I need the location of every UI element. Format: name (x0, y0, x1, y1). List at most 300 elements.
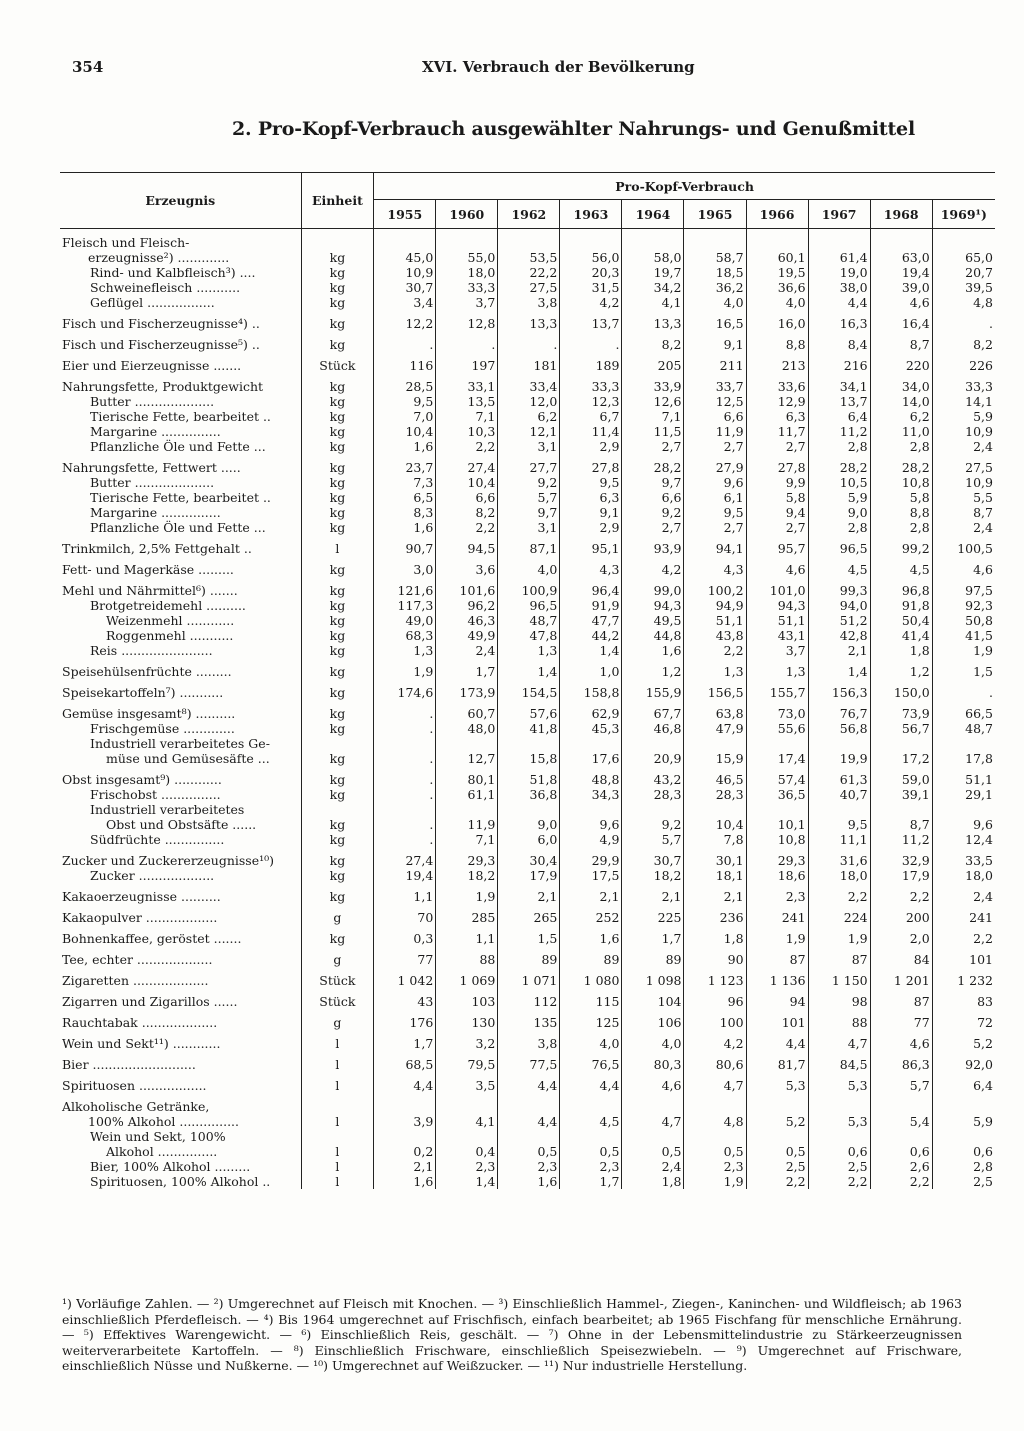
value-cell: 92,3 (965, 598, 993, 613)
value-cell: 1 123 (684, 967, 746, 988)
value-cell: 50,8 (965, 613, 993, 628)
value-cell (374, 1129, 436, 1144)
value-cell: 156,5 (684, 679, 746, 700)
value-cell: 5,4 (870, 1114, 932, 1129)
row-unit: l (301, 1030, 374, 1051)
table-row (60, 1093, 995, 1114)
value-cell: 3,6 (436, 556, 498, 577)
value-cell: 6,3 (746, 409, 808, 424)
row-label: Tierische Fette, bearbeitet .. (60, 490, 301, 505)
value-cell: 4,6 (746, 556, 808, 577)
value-cell: 33,4 (498, 373, 560, 394)
value-cell: 18,5 (684, 265, 746, 280)
value-cell (932, 229, 995, 250)
table-row (60, 700, 995, 721)
value-cell: 12,0 (498, 394, 560, 409)
value-cell: 43,8 (684, 628, 746, 643)
section-title: XVI. Verbrauch der Bevölkerung (422, 58, 695, 76)
row-label: Gemüse insgesamt⁸) .......... (60, 700, 301, 721)
value-cell: 33,7 (684, 373, 746, 394)
value-cell: 18,0 (808, 868, 870, 883)
value-cell: 9,4 (746, 505, 808, 520)
value-cell: 9,5 (684, 505, 746, 520)
value-cell: 87,1 (498, 535, 560, 556)
value-cell: 2,5 (808, 1159, 870, 1174)
value-cell: 91,9 (560, 598, 622, 613)
table-row (60, 1072, 995, 1093)
value-cell: 27,5 (965, 460, 993, 475)
row-label: Kakaoerzeugnisse .......... (60, 883, 301, 904)
value-cell: 43,1 (746, 628, 808, 643)
row-unit: kg (301, 373, 374, 394)
value-cell: . (374, 700, 436, 721)
row-unit: l (301, 1174, 374, 1189)
value-cell: 116 (374, 352, 436, 373)
row-unit: kg (301, 577, 374, 598)
value-cell: 96 (684, 988, 746, 1009)
row-label: Frischobst ............... (60, 787, 301, 802)
value-cell: 4,8 (973, 295, 993, 310)
value-cell (436, 1093, 498, 1114)
value-cell: 1 042 (374, 967, 436, 988)
value-cell: 53,5 (498, 250, 560, 265)
value-cell: 33,3 (436, 280, 498, 295)
value-cell: 28,3 (622, 787, 684, 802)
value-cell: 1,9 (436, 883, 498, 904)
value-cell: 216 (808, 352, 870, 373)
value-cell: 3,5 (436, 1072, 498, 1093)
value-cell: 10,3 (436, 424, 498, 439)
value-cell: 94,5 (436, 535, 498, 556)
value-cell: 14,0 (870, 394, 932, 409)
value-cell: 1,4 (560, 643, 622, 658)
value-cell: 2,7 (684, 520, 746, 535)
row-unit: kg (301, 832, 374, 847)
value-cell: 27,4 (374, 847, 436, 868)
value-cell: 4,4 (808, 295, 870, 310)
value-cell: 84 (870, 946, 932, 967)
value-cell: 94 (746, 988, 808, 1009)
row-unit: kg (301, 598, 374, 613)
value-cell: 2,2 (746, 1174, 808, 1189)
table-row (60, 787, 995, 802)
value-cell: 80,1 (436, 766, 498, 787)
value-cell: 15,9 (684, 751, 746, 766)
value-cell: . (374, 787, 436, 802)
value-cell: 45,3 (560, 721, 622, 736)
value-cell: 12,1 (498, 424, 560, 439)
row-label: Butter .................... (60, 394, 301, 409)
table-row (60, 310, 995, 331)
value-cell: 99,2 (870, 535, 932, 556)
value-cell: 6,1 (684, 490, 746, 505)
value-cell: . (374, 832, 436, 847)
value-cell: 155,7 (746, 679, 808, 700)
value-cell: 30,4 (498, 847, 560, 868)
table-row (60, 1174, 995, 1189)
value-cell: 92,0 (965, 1057, 993, 1072)
value-cell: 49,9 (436, 628, 498, 643)
column-header-year: 1964 (622, 200, 684, 229)
row-label: Zigarren und Zigarillos ...... (60, 988, 301, 1009)
value-cell: 72 (977, 1015, 993, 1030)
value-cell: 226 (969, 358, 993, 373)
row-label: Bier, 100% Alkohol ......... (60, 1159, 301, 1174)
row-label: Fett- und Magerkäse ......... (60, 556, 301, 577)
value-cell: 4,0 (622, 1030, 684, 1051)
value-cell: 4,1 (436, 1114, 498, 1129)
value-cell: . (374, 331, 436, 352)
row-unit: kg (301, 721, 374, 736)
value-cell: 34,0 (870, 373, 932, 394)
value-cell: 11,7 (746, 424, 808, 439)
table-row (60, 802, 995, 817)
row-unit: kg (301, 295, 374, 310)
value-cell: 30,1 (684, 847, 746, 868)
row-unit (301, 736, 374, 751)
value-cell: 5,9 (973, 409, 993, 424)
row-label: Fisch und Fischerzeugnisse⁴) .. (60, 310, 301, 331)
value-cell: 77 (870, 1009, 932, 1030)
value-cell: 181 (498, 352, 560, 373)
value-cell: 48,8 (560, 766, 622, 787)
value-cell: 2,3 (684, 1159, 746, 1174)
value-cell: 6,0 (498, 832, 560, 847)
value-cell: 96,4 (560, 577, 622, 598)
value-cell: 33,1 (436, 373, 498, 394)
table-row (60, 409, 995, 424)
value-cell: 4,4 (746, 1030, 808, 1051)
row-unit: kg (301, 394, 374, 409)
table-row (60, 967, 995, 988)
value-cell: 41,5 (965, 628, 993, 643)
value-cell: 68,3 (374, 628, 436, 643)
table-row (60, 505, 995, 520)
row-unit: kg (301, 454, 374, 475)
row-label: Eier und Eierzeugnisse ....... (60, 352, 301, 373)
value-cell: 8,4 (808, 331, 870, 352)
value-cell: 1,8 (684, 925, 746, 946)
value-cell: 29,9 (560, 847, 622, 868)
value-cell: 211 (684, 352, 746, 373)
value-cell: 1,6 (560, 925, 622, 946)
value-cell (684, 229, 746, 250)
value-cell: 57,6 (498, 700, 560, 721)
value-cell: 1 150 (808, 967, 870, 988)
row-unit: kg (301, 520, 374, 535)
value-cell: 51,1 (684, 613, 746, 628)
value-cell: 4,6 (870, 295, 932, 310)
value-cell: 56,0 (560, 250, 622, 265)
value-cell: 9,5 (374, 394, 436, 409)
table-row (60, 280, 995, 295)
value-cell: 176 (374, 1009, 436, 1030)
value-cell: 42,8 (808, 628, 870, 643)
table-row (60, 766, 995, 787)
value-cell: 38,0 (808, 280, 870, 295)
value-cell: 6,2 (870, 409, 932, 424)
value-cell: 3,8 (498, 295, 560, 310)
row-unit: kg (301, 556, 374, 577)
value-cell (498, 802, 560, 817)
row-label: Tee, echter ................... (60, 946, 301, 967)
value-cell: 4,6 (622, 1072, 684, 1093)
table-row (60, 628, 995, 643)
value-cell: 10,9 (374, 265, 436, 280)
value-cell: 0,5 (560, 1144, 622, 1159)
value-cell: 89 (622, 946, 684, 967)
value-cell: 265 (498, 904, 560, 925)
value-cell: 0,6 (870, 1144, 932, 1159)
value-cell: . (560, 331, 622, 352)
row-label: Industriell verarbeitetes Ge- (60, 736, 301, 751)
value-cell: 101 (969, 952, 993, 967)
value-cell: 236 (684, 904, 746, 925)
row-label: Südfrüchte ............... (60, 832, 301, 847)
value-cell: 23,7 (374, 454, 436, 475)
table-row (60, 847, 995, 868)
row-label: Alkohol ............... (60, 1144, 301, 1159)
value-cell: 101,0 (746, 577, 808, 598)
value-cell: 9,0 (808, 505, 870, 520)
value-cell (436, 736, 498, 751)
row-unit: kg (301, 613, 374, 628)
value-cell: . (374, 751, 436, 766)
value-cell (746, 1129, 808, 1144)
value-cell (374, 229, 436, 250)
value-cell: 100 (684, 1009, 746, 1030)
row-unit: kg (301, 250, 374, 265)
value-cell: 96,8 (870, 577, 932, 598)
value-cell: 13,5 (436, 394, 498, 409)
value-cell (622, 802, 684, 817)
value-cell: 11,9 (436, 817, 498, 832)
value-cell: 8,7 (973, 505, 993, 520)
row-unit: kg (301, 280, 374, 295)
row-unit (301, 229, 374, 250)
table-row (60, 883, 995, 904)
row-label: Butter .................... (60, 475, 301, 490)
row-label: 100% Alkohol ............... (60, 1114, 301, 1129)
value-cell: 5,3 (746, 1072, 808, 1093)
value-cell: 5,8 (746, 490, 808, 505)
value-cell: 0,3 (374, 925, 436, 946)
row-label: Roggenmehl ........... (60, 628, 301, 643)
value-cell: 48,0 (436, 721, 498, 736)
value-cell: 51,1 (965, 772, 993, 787)
value-cell (622, 1093, 684, 1114)
value-cell: 2,2 (684, 643, 746, 658)
value-cell: 11,5 (622, 424, 684, 439)
value-cell: 34,3 (560, 787, 622, 802)
value-cell: 2,2 (436, 520, 498, 535)
column-group-header: Pro-Kopf-Verbrauch (374, 173, 995, 200)
value-cell: 67,7 (622, 700, 684, 721)
value-cell: 1,9 (973, 643, 993, 658)
row-label: Bohnenkaffee, geröstet ....... (60, 925, 301, 946)
value-cell: 2,2 (436, 439, 498, 454)
value-cell: 2,6 (870, 1159, 932, 1174)
value-cell: 36,6 (746, 280, 808, 295)
value-cell: 6,6 (622, 490, 684, 505)
value-cell: 7,8 (684, 832, 746, 847)
row-label: Speisekartoffeln⁷) ........... (60, 679, 301, 700)
value-cell: 90 (684, 946, 746, 967)
value-cell: 5,2 (973, 1036, 993, 1051)
value-cell: 51,2 (808, 613, 870, 628)
table-row (60, 454, 995, 475)
value-cell: 70 (374, 904, 436, 925)
value-cell: 9,2 (498, 475, 560, 490)
value-cell: 63,8 (684, 700, 746, 721)
value-cell: 5,9 (808, 490, 870, 505)
value-cell: 9,5 (560, 475, 622, 490)
row-label: Brotgetreidemehl .......... (60, 598, 301, 613)
value-cell: 4,5 (808, 556, 870, 577)
value-cell: 12,4 (965, 832, 993, 847)
value-cell: 1 201 (870, 967, 932, 988)
value-cell: 7,3 (374, 475, 436, 490)
value-cell: 4,0 (746, 295, 808, 310)
row-unit: kg (301, 475, 374, 490)
value-cell: 8,2 (622, 331, 684, 352)
value-cell: 2,4 (436, 643, 498, 658)
value-cell: 31,6 (808, 847, 870, 868)
value-cell: 9,2 (622, 505, 684, 520)
value-cell: 19,9 (808, 751, 870, 766)
row-label: Margarine ............... (60, 424, 301, 439)
row-label: Industriell verarbeitetes (60, 802, 301, 817)
value-cell: 2,2 (870, 1174, 932, 1189)
row-unit (301, 802, 374, 817)
row-label: Margarine ............... (60, 505, 301, 520)
value-cell (560, 229, 622, 250)
value-cell: 19,4 (870, 265, 932, 280)
value-cell: 39,0 (870, 280, 932, 295)
row-unit: kg (301, 751, 374, 766)
value-cell (932, 1093, 995, 1114)
value-cell: 4,0 (560, 1030, 622, 1051)
value-cell: 87 (870, 988, 932, 1009)
value-cell: 8,3 (374, 505, 436, 520)
value-cell: 150,0 (870, 679, 932, 700)
value-cell: 99,3 (808, 577, 870, 598)
column-header-unit: Einheit (301, 173, 374, 229)
value-cell: 158,8 (560, 679, 622, 700)
value-cell: 2,4 (973, 520, 993, 535)
row-unit (301, 1093, 374, 1114)
row-unit: kg (301, 331, 374, 352)
value-cell: 1 080 (560, 967, 622, 988)
row-unit: l (301, 1051, 374, 1072)
value-cell: 13,3 (498, 310, 560, 331)
value-cell: 83 (977, 994, 993, 1009)
table-row (60, 535, 995, 556)
value-cell: 2,8 (808, 439, 870, 454)
value-cell: 32,9 (870, 847, 932, 868)
value-cell: 40,7 (808, 787, 870, 802)
table-row (60, 658, 995, 679)
column-header-year: 1966 (746, 200, 808, 229)
value-cell: 106 (622, 1009, 684, 1030)
value-cell: 4,3 (684, 556, 746, 577)
value-cell: 1,7 (374, 1030, 436, 1051)
row-unit: kg (301, 628, 374, 643)
value-cell: 197 (436, 352, 498, 373)
footnote-text: ¹) Vorläufige Zahlen. — ²) Umgerechnet auf Fleisch mit Knochen. — ³) Einschließlich Hammel-, Ziegen-, Kaninchen- und Wildfleisch; ab 1963 einschließlich Pferdefleisch. — ⁴) Bis 1964 umgerechnet auf Frischfisch, einfach bearbeitet; ab 1965 Fischfang für menschliche Ernährung. — ⁵) Effektives Warengewicht. — ⁶) Einschließlich Reis, geschält. — ⁷) Ohne in der Lebensmittelindustrie zu Stärkeerzeugnissen weiterverarbeitete Kartoffeln. — ⁸) Einschließlich Frischware, einschließlich Speisezwiebeln. — ⁹) Umgerechnet auf Frischware, einschließlich Nüsse und Nußkerne. — ¹⁰) Umgerechnet auf Weißzucker. — ¹¹) Nur industrielle Herstellung. (62, 1296, 962, 1373)
value-cell (932, 736, 995, 751)
value-cell: . (436, 331, 498, 352)
value-cell: 103 (436, 988, 498, 1009)
value-cell: 9,6 (973, 817, 993, 832)
value-cell: 1,9 (374, 658, 436, 679)
value-cell: 61,4 (808, 250, 870, 265)
value-cell: 5,3 (808, 1072, 870, 1093)
value-cell: 17,4 (746, 751, 808, 766)
value-cell: 4,5 (870, 556, 932, 577)
value-cell: 100,5 (957, 541, 993, 556)
value-cell: 34,1 (808, 373, 870, 394)
row-label: Trinkmilch, 2,5% Fettgehalt .. (60, 535, 301, 556)
row-label: Zigaretten ................... (60, 967, 301, 988)
value-cell (932, 1129, 995, 1144)
value-cell: 2,7 (622, 520, 684, 535)
value-cell: 2,2 (808, 883, 870, 904)
value-cell: 1,3 (684, 658, 746, 679)
value-cell: 87 (808, 946, 870, 967)
table-row (60, 817, 995, 832)
value-cell: 2,9 (560, 439, 622, 454)
value-cell: 3,9 (374, 1114, 436, 1129)
value-cell: . (989, 685, 993, 700)
value-cell: 2,3 (436, 1159, 498, 1174)
value-cell: . (374, 817, 436, 832)
value-cell: 3,7 (746, 643, 808, 658)
row-unit: kg (301, 265, 374, 280)
value-cell: 49,5 (622, 613, 684, 628)
value-cell: 4,4 (374, 1072, 436, 1093)
column-header-year: 1968 (870, 200, 932, 229)
value-cell: 225 (622, 904, 684, 925)
value-cell: 1,3 (374, 643, 436, 658)
value-cell: 2,5 (973, 1174, 993, 1189)
row-unit: kg (301, 439, 374, 454)
value-cell: 9,2 (622, 817, 684, 832)
value-cell: . (374, 721, 436, 736)
value-cell: 173,9 (436, 679, 498, 700)
value-cell: 1,0 (560, 658, 622, 679)
value-cell: 30,7 (374, 280, 436, 295)
value-cell: 101,6 (436, 577, 498, 598)
value-cell: 27,9 (684, 454, 746, 475)
value-cell: 9,7 (498, 505, 560, 520)
value-cell: 101 (746, 1009, 808, 1030)
value-cell: 9,6 (684, 475, 746, 490)
row-label: Nahrungsfette, Produktgewicht (60, 373, 301, 394)
value-cell: 11,4 (560, 424, 622, 439)
value-cell: 1,9 (746, 925, 808, 946)
value-cell: 62,9 (560, 700, 622, 721)
value-cell: 81,7 (746, 1051, 808, 1072)
value-cell: 2,8 (870, 439, 932, 454)
value-cell: 2,0 (870, 925, 932, 946)
value-cell (560, 736, 622, 751)
value-cell: 100,9 (498, 577, 560, 598)
value-cell: 33,3 (965, 379, 993, 394)
table-row (60, 613, 995, 628)
value-cell: 33,5 (965, 853, 993, 868)
value-cell: 48,7 (965, 721, 993, 736)
